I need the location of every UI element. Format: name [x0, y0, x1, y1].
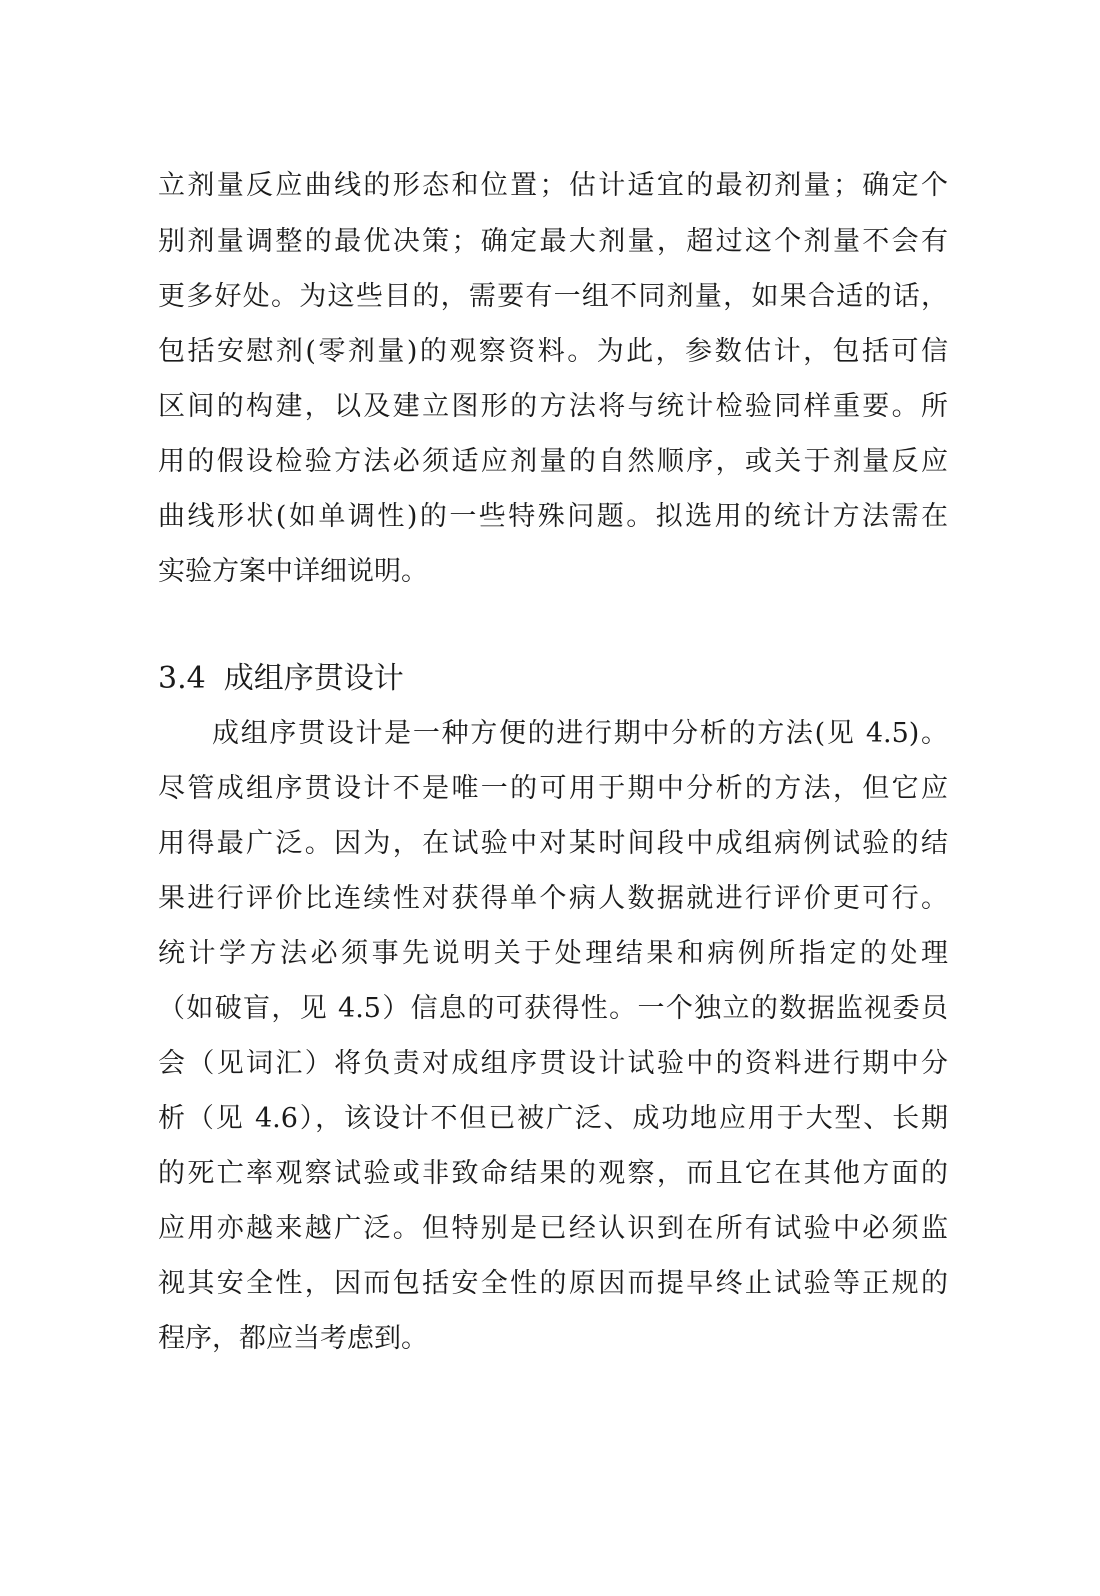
paragraph-1-line: 曲线形状(如单调性)的一些特殊问题。拟选用的统计方法需在 — [158, 501, 948, 532]
paragraph-1-line: 包括安慰剂(零剂量)的观察资料。为此，参数估计，包括可信 — [158, 336, 948, 367]
paragraph-2-line: 程序，都应当考虑到。 — [158, 1323, 428, 1354]
section-number: 3.4 — [158, 661, 206, 696]
paragraph-2-line: 尽管成组序贯设计不是唯一的可用于期中分析的方法，但它应 — [158, 773, 948, 804]
paragraph-1-line: 实验方案中详细说明。 — [158, 556, 428, 587]
paragraph-1-line: 别剂量调整的最优决策；确定最大剂量，超过这个剂量不会有 — [158, 226, 948, 257]
section-heading — [158, 658, 404, 700]
paragraph-2-line: 用得最广泛。因为，在试验中对某时间段中成组病例试验的结 — [158, 828, 948, 859]
paragraph-2-line: 的死亡率观察试验或非致命结果的观察，而且它在其他方面的 — [158, 1158, 948, 1189]
paragraph-1-line: 用的假设检验方法必须适应剂量的自然顺序，或关于剂量反应 — [158, 446, 948, 477]
paragraph-2-line: 应用亦越来越广泛。但特别是已经认识到在所有试验中必须监 — [158, 1213, 948, 1244]
paragraph-1-line: 区间的构建，以及建立图形的方法将与统计检验同样重要。所 — [158, 391, 948, 422]
paragraph-2-line: 统计学方法必须事先说明关于处理结果和病例所指定的处理 — [158, 938, 948, 969]
paragraph-2-line: 视其安全性，因而包括安全性的原因而提早终止试验等正规的 — [158, 1268, 948, 1299]
paragraph-1-line: 更多好处。为这些目的，需要有一组不同剂量，如果合适的话， — [158, 281, 948, 312]
section-title: 成组序贯设计 — [223, 661, 404, 696]
paragraph-2-line: 果进行评价比连续性对获得单个病人数据就进行评价更可行。 — [158, 883, 948, 914]
paragraph-1-line: 立剂量反应曲线的形态和位置；估计适宜的最初剂量；确定个 — [158, 170, 948, 201]
paragraph-2-line: 会（见词汇）将负责对成组序贯设计试验中的资料进行期中分 — [158, 1048, 948, 1079]
paragraph-2-line: 成组序贯设计是一种方便的进行期中分析的方法(见 4.5)。 — [212, 718, 948, 749]
paragraph-2-line: 析（见 4.6），该设计不但已被广泛、成功地应用于大型、长期 — [158, 1103, 948, 1134]
paragraph-2-line: （如破盲，见 4.5）信息的可获得性。一个独立的数据监视委员 — [158, 993, 948, 1024]
